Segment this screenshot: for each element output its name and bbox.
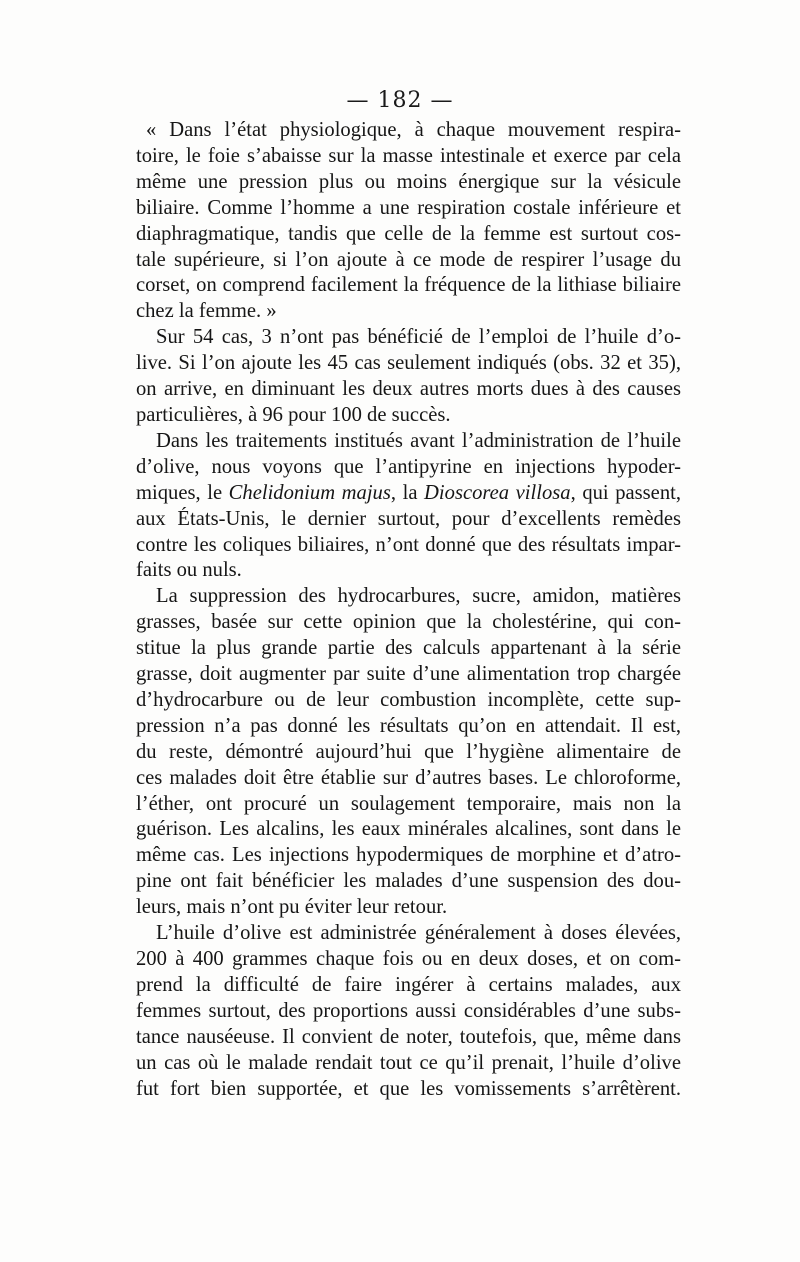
text-line: ces malades doit être établie sur d’autres bases. Le chloroforme, xyxy=(136,766,681,789)
text-line: « Dans l’état physiologique, à chaque mouvement respira- xyxy=(146,119,681,141)
text-line: pression n’a pas donné les résultats qu’on en attendait. Il est, xyxy=(136,714,681,737)
text-line: grasses, basée sur cette opinion que la cholestérine, qui con- xyxy=(136,611,681,634)
text-line: même cas. Les injections hypodermiques de morphine et d’atro- xyxy=(136,844,681,867)
paragraph-treatments xyxy=(136,429,681,584)
text-line: grasse, doit augmenter par suite d’une alimentation trop chargée xyxy=(136,663,681,686)
text-line: femmes surtout, des proportions aussi considérables d’une subs- xyxy=(136,999,681,1022)
text-line: aux États-Unis, le dernier surtout, pour d’excellents remèdes xyxy=(136,507,681,530)
text-line: pine ont fait bénéficier les malades d’une suspension des dou- xyxy=(136,870,681,893)
text-line: biliaire. Comme l’homme a une respiration costale inférieure et xyxy=(136,196,681,219)
text-line: tance nauséeuse. Il convient de noter, toutefois, que, même dans xyxy=(136,1025,681,1048)
text-line: l’éther, ont procuré un soulagement temporaire, mais non la xyxy=(136,792,681,815)
text-line: guérison. Les alcalins, les eaux minérales alcalines, sont dans le xyxy=(136,818,681,841)
text-run: , la xyxy=(390,481,425,504)
text-run: miques, le xyxy=(136,481,229,504)
text-line: faits ou nuls. xyxy=(136,559,242,582)
text-line: leurs, mais n’ont pu éviter leur retour. xyxy=(136,896,448,919)
paragraph-olive-oil xyxy=(136,921,681,1102)
text-line: d’hydrocarbure ou de leur combustion incomplète, cette sup- xyxy=(136,688,681,711)
text-line: du reste, démontré aujourd’hui que l’hygiène alimentaire de xyxy=(136,740,681,763)
species-name-chelidonium: Chelidonium majus xyxy=(228,481,391,504)
text-line: L’huile d’olive est administrée généralement à doses élevées, xyxy=(156,922,681,945)
text-line: 200 à 400 grammes chaque fois ou en deux doses, et on com- xyxy=(136,948,681,970)
paragraph-quote xyxy=(136,118,681,325)
text-line: diaphragmatique, tandis que celle de la femme est surtout cos- xyxy=(136,222,681,245)
text-line: fut fort bien supportée, et que les vomissements s’arrêtèrent. xyxy=(136,1077,681,1100)
text-line: chez la femme. » xyxy=(136,300,277,323)
paragraph-cases xyxy=(136,325,681,429)
body-text xyxy=(136,118,681,1102)
text-line: Dans les traitements institués avant l’administration de l’huile xyxy=(156,429,681,452)
species-name-dioscorea: Dioscorea villosa xyxy=(424,481,571,504)
text-line: d’olive, nous voyons que l’antipyrine en injections hypoder- xyxy=(136,455,681,478)
text-line: contre les coliques biliaires, n’ont donné que des résultats impar- xyxy=(136,533,681,556)
text-line: Sur 54 cas, 3 n’ont pas bénéficié de l’emploi de l’huile d’o- xyxy=(156,326,681,349)
page-number: — 182 — xyxy=(346,88,454,113)
text-line: tale supérieure, si l’on ajoute à ce mode de respirer l’usage du xyxy=(136,248,681,271)
text-line: on arrive, en diminuant les deux autres morts dues à des causes xyxy=(136,378,681,401)
text-line: live. Si l’on ajoute les 45 cas seulement indiqués (obs. 32 et 35), xyxy=(136,352,681,375)
text-line: un cas où le malade rendait tout ce qu’il prenait, l’huile d’olive xyxy=(136,1051,681,1074)
text-line: même une pression plus ou moins énergique sur la vésicule xyxy=(136,170,681,193)
text-line: particulières, à 96 pour 100 de succès. xyxy=(136,403,451,426)
text-run: , qui passent, xyxy=(570,481,681,504)
text-line: toire, le foie s’abaisse sur la masse intestinale et exerce par cela xyxy=(136,144,681,167)
text-line: stitue la plus grande partie des calculs appartenant à la série xyxy=(136,637,681,660)
text-line: La suppression des hydrocarbures, sucre, amidon, matières xyxy=(156,585,681,608)
paragraph-suppression xyxy=(136,584,681,921)
text-line-mixed xyxy=(136,481,681,507)
text-line: prend la difficulté de faire ingérer à certains malades, aux xyxy=(136,973,681,996)
text-line: corset, on comprend facilement la fréquence de la lithiase biliaire xyxy=(136,274,681,297)
